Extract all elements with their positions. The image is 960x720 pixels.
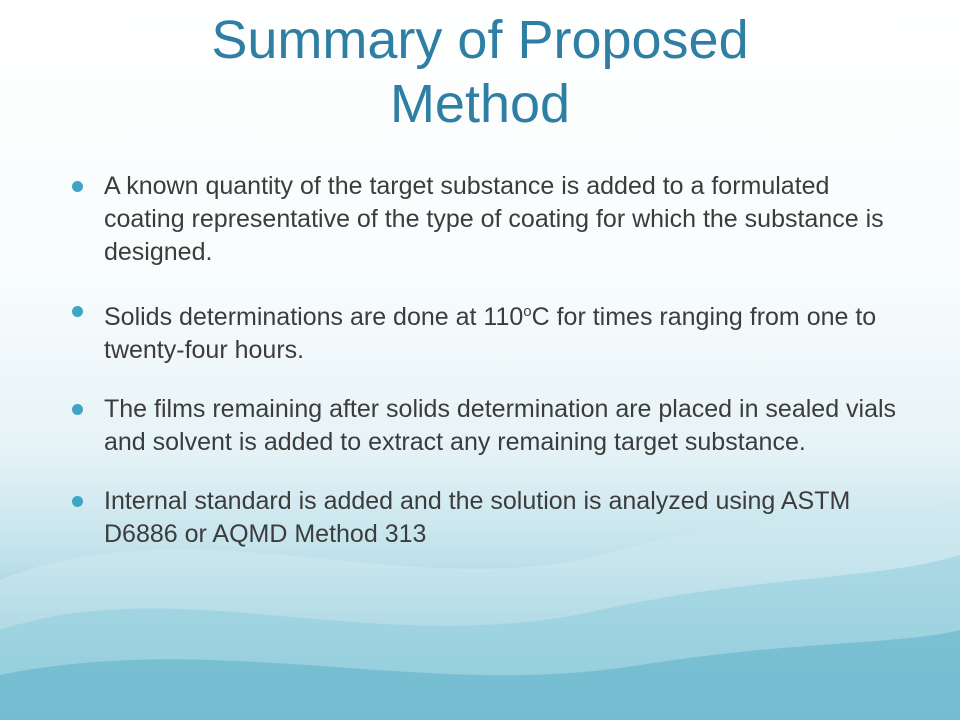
- bullet-item: [70, 295, 900, 367]
- slide-title-line1: Summary of Proposed: [211, 10, 749, 70]
- bullet-text: Internal standard is added and the solution is analyzed using ASTM D6886 or AQMD Method 313: [104, 487, 851, 548]
- bullet-item: [70, 170, 900, 269]
- bullet-text: A known quantity of the target substance is added to a formulated coating representative of the type of coating for which the substance is designed.: [104, 172, 884, 266]
- degree-superscript: o: [523, 303, 532, 320]
- slide-title: [80, 8, 880, 136]
- bullet-item: [70, 393, 900, 459]
- bullet-text: The films remaining after solids determination are placed in sealed vials and solvent is added to extract any remaining target substance.: [104, 395, 897, 456]
- bullet-icon: [72, 404, 83, 415]
- bullet-item: [70, 485, 900, 551]
- bullet-list: [70, 170, 900, 577]
- bullet-text-after: C for times ranging from one to twenty-four hours.: [104, 303, 877, 364]
- bullet-icon: [72, 496, 83, 507]
- bullet-icon: [72, 306, 83, 317]
- slide-title-line2: Method: [389, 74, 571, 134]
- bullet-icon: [72, 181, 83, 192]
- bullet-text-before: Solids determinations are done at 110: [104, 303, 524, 331]
